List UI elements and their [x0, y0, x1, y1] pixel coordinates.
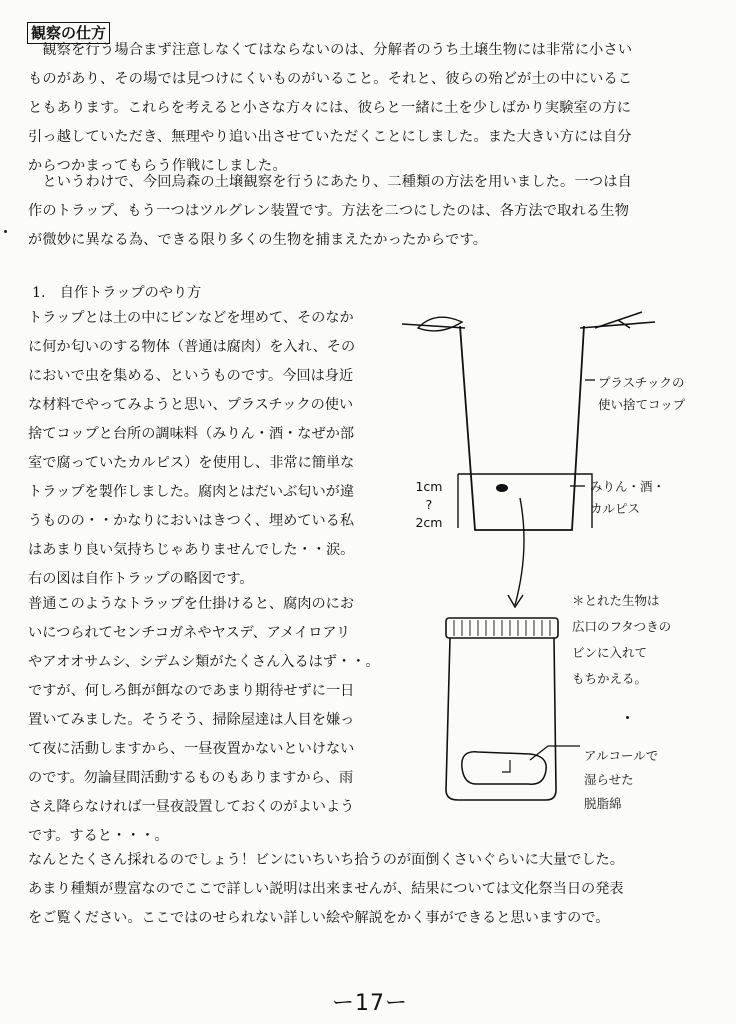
cup-label-line: 使い捨てコップ	[598, 397, 686, 412]
subsection-title: 1. 自作トラップのやり方	[32, 285, 202, 301]
jar-lid-ridges	[454, 620, 550, 636]
jar-note-line: ビンに入れて	[572, 645, 648, 660]
depth-label-line: ?	[425, 497, 433, 512]
trap-line: 右の図は自作トラップの略図です。	[28, 571, 254, 587]
result-line: 置いてみました。そうそう、掃除屋達は人目を嫌っ	[28, 712, 355, 728]
closing-line: をご覧ください。ここではのせられない詳しい絵や解説をかく事ができると思いますので。	[28, 910, 610, 926]
method-paragraph	[28, 168, 678, 255]
intro-line: ものがあり、その場では見つけにくいものがいること。それと、彼らの殆どが土の中にいるこ	[28, 71, 633, 87]
trap-line: トラップを製作しました。腐肉とはだいぶ匂いが違	[28, 484, 355, 500]
result-line: さえ降らなければ一昼夜設置しておくのがよいよう	[28, 799, 355, 815]
cup-label	[598, 372, 685, 416]
depth-label	[412, 478, 446, 532]
cotton-label-line: アルコールで	[584, 748, 659, 763]
method-line: というわけで、今回烏森の土壌観察を行うにあたり、二種類の方法を用いました。一つは自	[28, 174, 632, 190]
result-paragraph	[28, 590, 378, 851]
result-line: て夜に活動しますから、一昼夜置かないといけない	[28, 741, 355, 757]
jar-body	[446, 638, 556, 800]
trap-line: に何か匂いのする物体（普通は腐肉）を入れ、その	[28, 339, 356, 355]
depth-label-line: 1cm	[415, 479, 443, 494]
liquid-label	[590, 476, 665, 520]
intro-line: 引っ越していただき、無理やり追い出させていただくことにしました。また大きい方には自分	[28, 129, 632, 145]
closing-line: あまり種類が豊富なのでここで詳しい説明は出来ませんが、結果については文化祭当日の発表	[28, 881, 624, 897]
result-line: です。すると・・・。	[28, 828, 169, 844]
jar-note-line: もちかえる。	[572, 671, 648, 686]
result-line: のです。勿論昼間活動するものもありますから、雨	[28, 770, 354, 786]
jar-note-line: 広口のフタつきの	[572, 619, 672, 634]
result-line: 普通このようなトラップを仕掛けると、腐肉のにお	[28, 596, 355, 612]
intro-line: ともあります。これらを考えると小さな方々には、彼らと一緒に土を少しばかり実験室の方に	[28, 100, 632, 116]
closing-paragraph	[28, 846, 624, 933]
cup-label-line: プラスチックの	[598, 375, 685, 390]
trap-line: 捨てコップと台所の調味料（みりん・酒・なぜか部	[28, 426, 355, 442]
jar-note-line: ＊とれた生物は	[572, 593, 660, 608]
trap-line: な材料でやってみようと思い、プラスチックの使い	[28, 397, 354, 413]
down-arrow	[515, 498, 524, 605]
page-number: ー17ー	[332, 991, 408, 1016]
intro-line: からつかまってもらう作戦にしました。	[28, 158, 287, 174]
trap-line: トラップとは土の中にビンなどを埋めて、そのなか	[28, 310, 354, 326]
leaf-icon	[418, 317, 462, 331]
method-line: 作のトラップ、もう一つはツルグレン装置です。方法を二つにしたのは、各方法で取れる生物	[28, 203, 630, 219]
cotton-label-line: 湿らせた	[584, 772, 634, 787]
trap-paragraph	[28, 304, 378, 594]
bug-icon	[496, 484, 508, 492]
trap-line: においで虫を集める、というものです。今回は身近	[28, 368, 354, 384]
trap-line: 室で腐っていたカルピス）を使用し、非常に簡単な	[28, 455, 355, 471]
cup-outline	[460, 326, 584, 530]
scan-speck	[4, 230, 7, 233]
cotton-label-line: 脱脂綿	[584, 796, 622, 811]
trap-line: はあまり良い気持ちじゃありませんでした・・涙。	[28, 542, 355, 558]
liquid-label-line: カルピス	[590, 501, 641, 516]
liquid-label-line: みりん・酒・	[590, 479, 666, 494]
ground-line-right	[580, 322, 655, 328]
jar-note	[572, 588, 671, 692]
cotton-label	[584, 744, 658, 816]
method-line: が微妙に異なる為、できる限り多くの生物を捕まえたかったからです。	[28, 232, 488, 248]
result-line: ですが、何しろ餌が餌なのであまり期待せずに一日	[28, 683, 355, 699]
section-heading: 観察の仕方	[27, 22, 110, 44]
intro-paragraph	[28, 36, 678, 181]
closing-line: なんとたくさん採れるのでしょう！ビンにいちいち拾うのが面倒くさいぐらいに大量でした。	[28, 852, 624, 868]
intro-line: 観察を行う場合まず注意しなくてはならないのは、分解者のうち土壌生物には非常に小さい	[28, 42, 633, 58]
result-line: いにつられてセンチコガネやヤスデ、アメイロアリ	[28, 625, 351, 641]
depth-label-line: 2cm	[415, 515, 443, 530]
scan-speck	[626, 716, 629, 719]
trap-line: うものの・・かなりにおいはきつく、埋めている私	[28, 513, 355, 529]
result-line: やアオオサムシ、シデムシ類がたくさん入るはず・・。	[28, 654, 380, 670]
cotton-texture	[502, 760, 510, 772]
